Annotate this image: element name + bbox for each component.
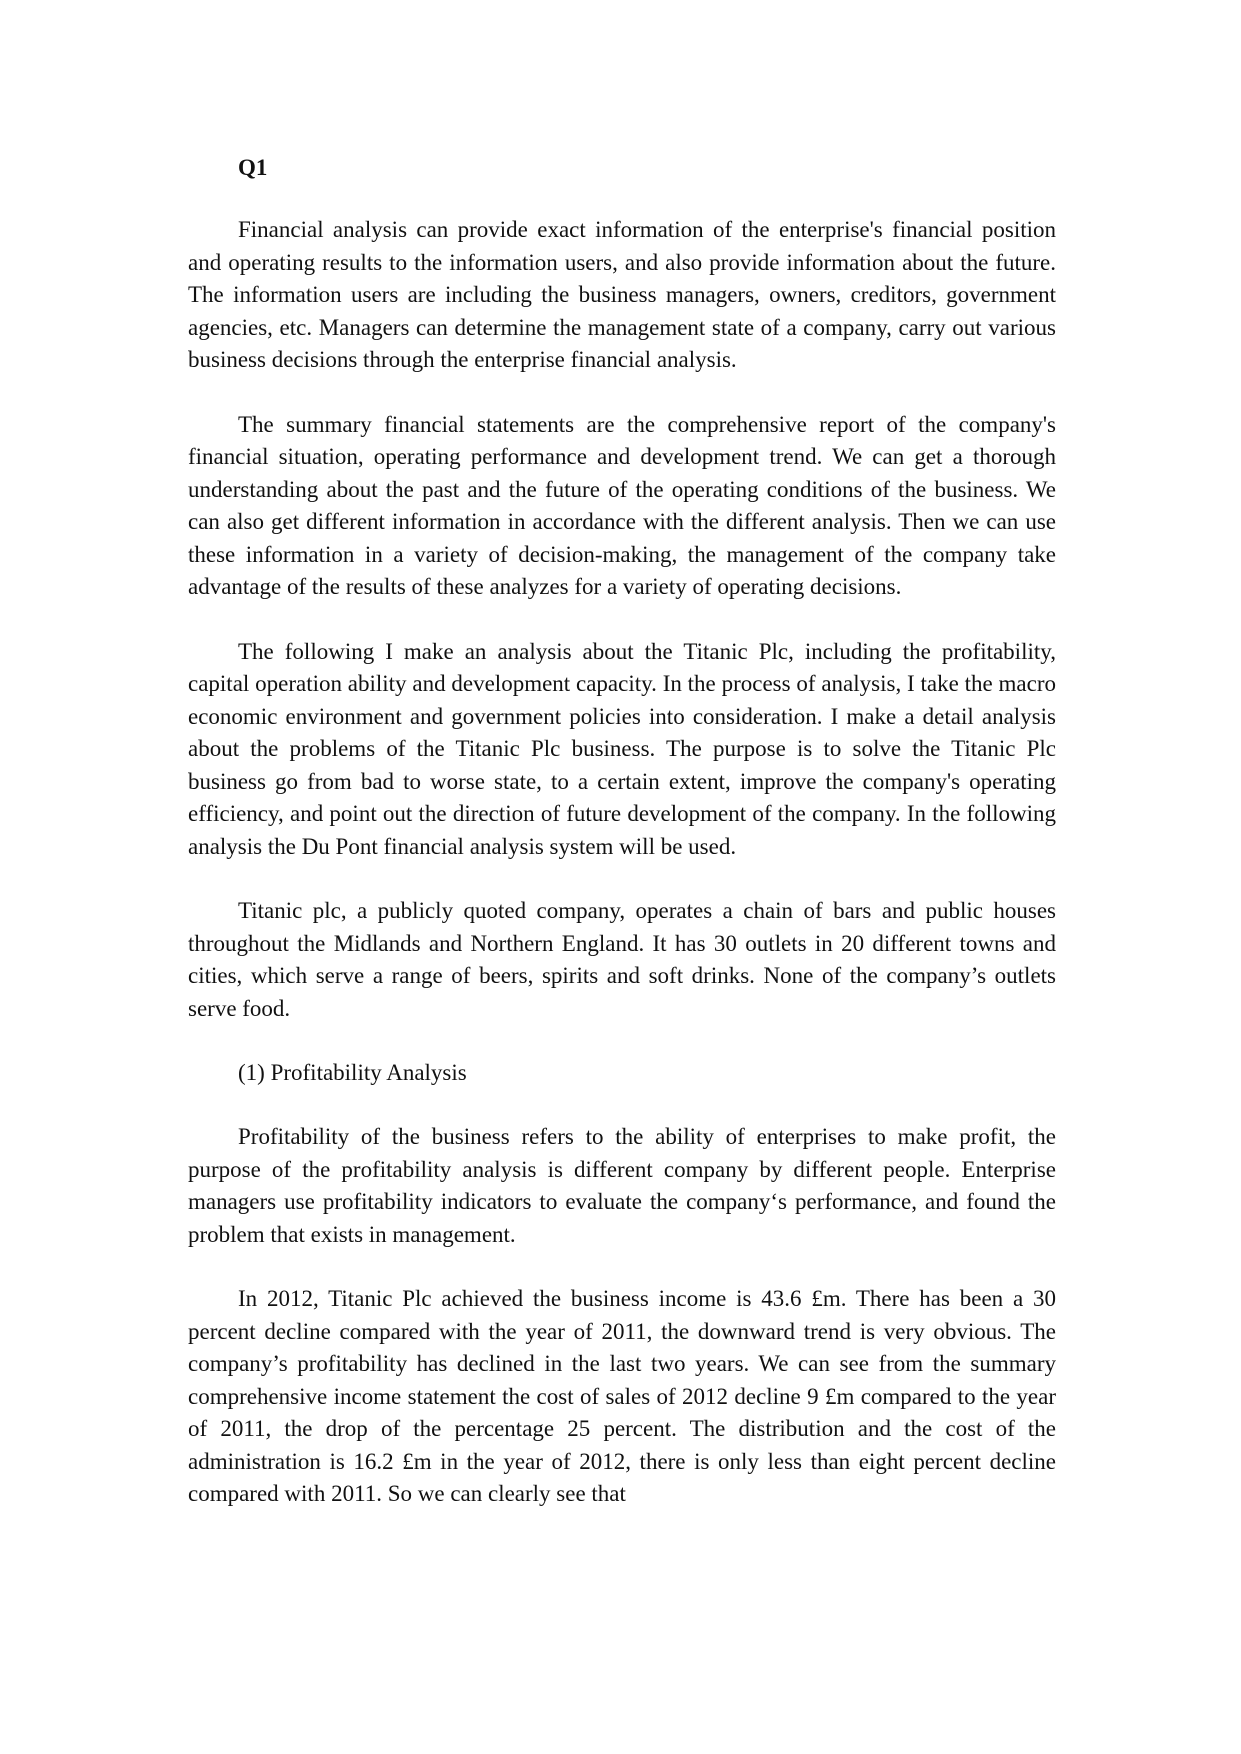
paragraph-profitability-definition: Profitability of the business refers to the ability of enterprises to make profit, the purpose of the profitability analysis is different company by different people. Enterprise managers use profitability indicators to evaluate the company‘s performance, and found the problem that exists in management. [188,1124,1056,1247]
section-subheading: (1) Profitability Analysis [238,1060,467,1085]
paragraph-analysis-plan: The following I make an analysis about the Titanic Plc, including the profitability, capital operation ability and development capacity. In the process of analysis, I take the macro economic environment and government policies into consideration. I make a detail analysis about the problems of the Titanic Plc business. The purpose is to solve the Titanic Plc business go from bad to worse state, to a certain extent, improve the company's operating efficiency, and point out the direction of future development of the company. In the following analysis the Du Pont financial analysis system will be used. [188,638,1056,859]
paragraph-2012-results: In 2012, Titanic Plc achieved the business income is 43.6 £m. There has been a 30 percent decline compared with the year of 2011, the downward trend is very obvious. The company’s profitability has declined in the last two years. We can see from the summary comprehensive income statement the cost of sales of 2012 decline 9 £m compared to the year of 2011, the drop of the percentage 25 percent. The distribution and the cost of the administration is 16.2 £m in the year of 2012, there is only less than eight percent decline compared with 2011. So we can clearly see that [188,1286,1056,1506]
document-body [188,152,1056,1511]
paragraph-company-profile: Titanic plc, a publicly quoted company, operates a chain of bars and public houses throughout the Midlands and Northern England. It has 30 outlets in 20 different towns and cities, which serve a range of beers, spirits and soft drinks. None of the company’s outlets serve food. [188,898,1056,1021]
paragraph-summary-statements: The summary financial statements are the comprehensive report of the company's financial situation, operating performance and development trend. We can get a thorough understanding about the past and the future of the operating conditions of the business. We can also get different information in accordance with the different analysis. Then we can use these information in a variety of decision-making, the management of the company take advantage of the results of these analyzes for a variety of operating decisions. [188,411,1056,599]
question-heading: Q1 [238,155,268,180]
paragraph-intro: Financial analysis can provide exact information of the enterprise's financial position and operating results to the information users, and also provide information about the future. The information users are including the business managers, owners, creditors, government agencies, etc. Managers can determine the management state of a company, carry out various business decisions through the enterprise financial analysis. [188,217,1056,372]
